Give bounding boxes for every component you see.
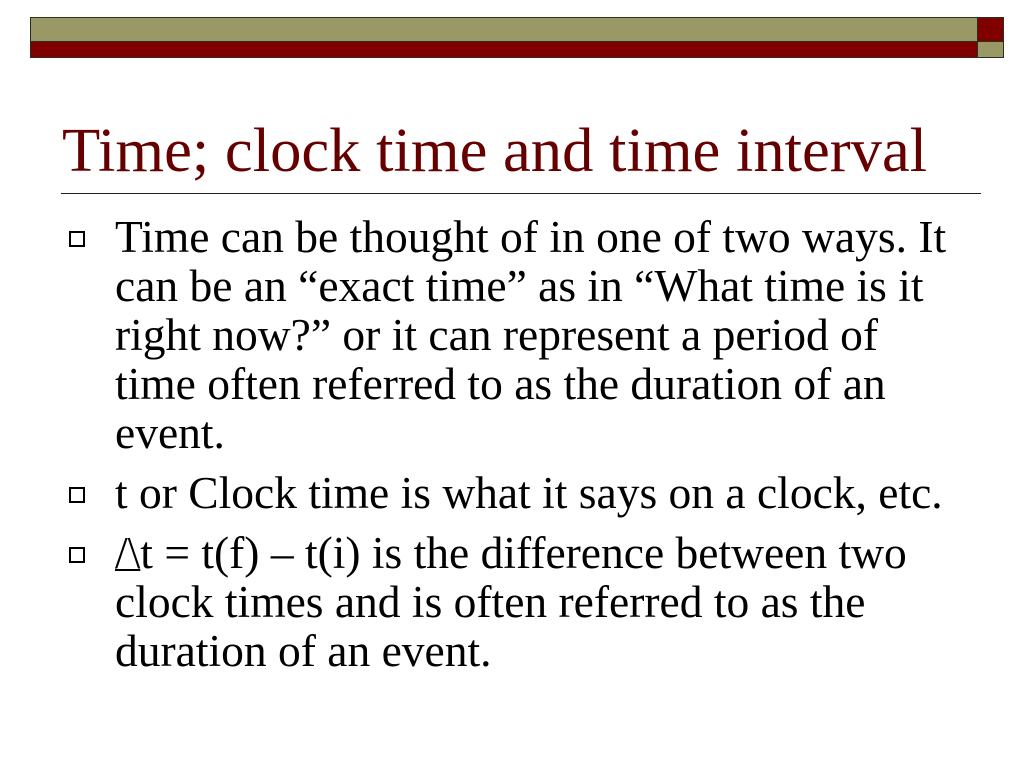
title-divider [61,193,981,194]
bullet-text-segment: t = t(f) – t(i) is the difference between two [140,527,907,578]
bullet-text-line: t or Clock time is what it says on a clock, etc. [115,467,943,518]
bullet-item-2 [115,468,995,517]
delta-symbol: /\ [115,527,141,578]
corner-maroon-square [978,18,1003,42]
bullet-text-line: event. [115,407,225,458]
header-banner [30,17,978,58]
bullet-text-line-with-delta [115,528,995,577]
hollow-square-bullet-icon [69,231,85,247]
bullet-text-line: can be an “exact time” as in “What time is it [115,260,924,311]
bullet-item-1 [115,212,995,457]
banner-olive-stripe [31,18,977,42]
bullet-item-3 [115,528,995,675]
bullet-text-line: duration of an event. [115,625,492,676]
bullet-text-line: right now?” or it can represent a period of [115,309,879,360]
slide-title: Time; clock time and time interval [62,115,928,185]
bullet-text-line: time often referred to as the duration of an [115,358,886,409]
hollow-square-bullet-icon [69,547,85,563]
corner-block [977,17,1004,58]
hollow-square-bullet-icon [69,487,85,503]
bullet-text-line: Time can be thought of in one of two ways. It [115,211,947,262]
bullet-list [115,212,995,686]
bullet-text-line: clock times and is often referred to as the [115,576,866,627]
